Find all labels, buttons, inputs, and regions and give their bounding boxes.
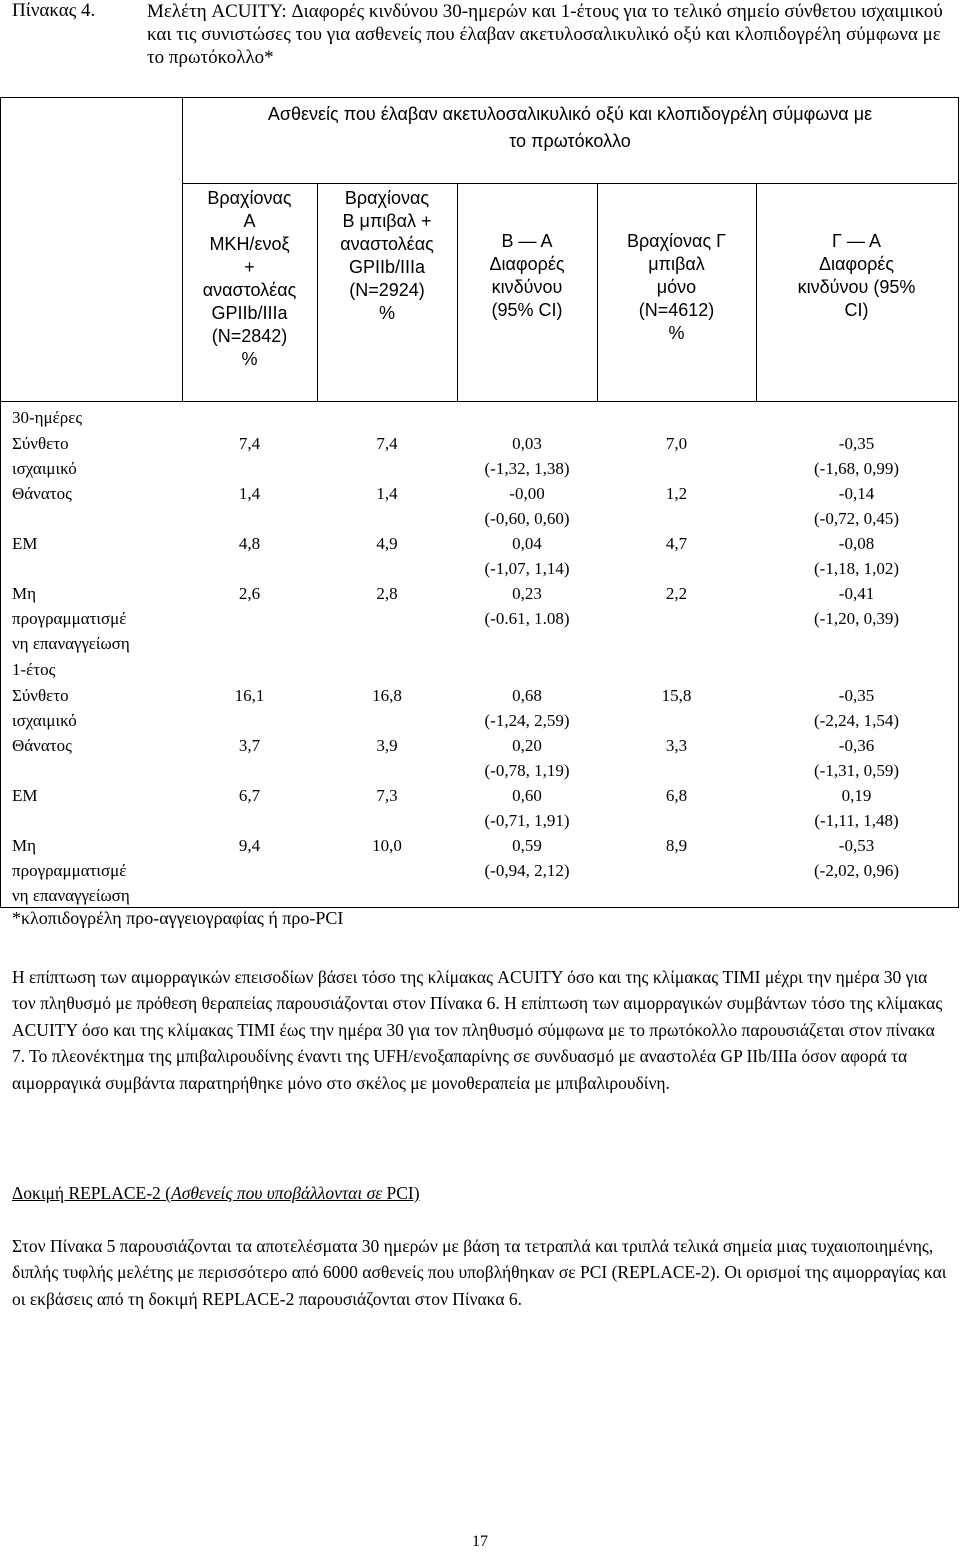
cell-arm-b: 1,4 bbox=[376, 484, 398, 503]
cell-arm-a: 1,4 bbox=[238, 484, 261, 503]
cell-b-minus-a: 0,60 (-0,71, 1,91) bbox=[484, 786, 570, 830]
table-caption-label: Πίνακας 4. bbox=[12, 0, 96, 21]
cell-arm-a: 2,6 bbox=[238, 584, 261, 603]
cell-arm-b: 7,3 bbox=[376, 786, 398, 805]
section-1-year: 1-έτος bbox=[12, 660, 56, 679]
cell-c-minus-a: -0,08 (-1,18, 1,02) bbox=[814, 534, 899, 578]
cell-c-minus-a: -0,41 (-1,20, 0,39) bbox=[814, 584, 899, 628]
cell-arm-a: 7,4 bbox=[238, 434, 261, 453]
cell-b-minus-a: 0,23 (-0.61, 1.08) bbox=[484, 584, 570, 628]
cell-arm-b: 2,8 bbox=[376, 584, 398, 603]
row-label: ΕΜ bbox=[12, 534, 38, 553]
cell-arm-a: 16,1 bbox=[234, 686, 265, 705]
cell-b-minus-a: 0,03 (-1,32, 1,38) bbox=[484, 434, 570, 478]
cell-c-minus-a: -0,53 (-2,02, 0,96) bbox=[814, 836, 899, 880]
cell-arm-a: 9,4 bbox=[238, 836, 261, 855]
cell-arm-a: 6,7 bbox=[238, 786, 261, 805]
cell-c-minus-a: -0,36 (-1,31, 0,59) bbox=[814, 736, 899, 780]
column-header-arm-c: Βραχίονας Γ μπιβαλ μόνο (N=4612) % bbox=[626, 231, 727, 343]
page-number: 17 bbox=[472, 1533, 488, 1550]
row-label: Σύνθετο ισχαιμικό bbox=[12, 434, 77, 478]
section-heading-replace-2: Δοκιμή REPLACE-2 (Ασθενείς που υποβάλλονται σε PCI) bbox=[12, 1183, 420, 1203]
cell-c-minus-a: -0,35 (-1,68, 0,99) bbox=[814, 434, 899, 478]
column-header-c-minus-a: Γ — Α Διαφορές κινδύνου (95% CI) bbox=[797, 231, 916, 320]
spanning-header-line2: το πρωτόκολλο bbox=[509, 131, 631, 151]
column-header-arm-a: Βραχίονας Α ΜΚΗ/ενοξ + αναστολέας GPIIb/IIIa (N=2842) % bbox=[202, 188, 297, 369]
cell-b-minus-a: 0,59 (-0,94, 2,12) bbox=[484, 836, 570, 880]
cell-b-minus-a: -0,00 (-0,60, 0,60) bbox=[484, 484, 570, 528]
cell-arm-c: 2,2 bbox=[665, 584, 688, 603]
paragraph-bleeding-incidence: Η επίπτωση των αιμορραγικών επεισοδίων βάσει τόσο της κλίμακας ACUITY όσο και της κλίμακας TIMI μέχρι την ημέρα 30 για τον πληθυσμό με πρόθεση θεραπείας παρουσιάζονται στον Πίνακα 6. Η επίπτωση των αιμορραγικών συμβάντων τόσο της κλίμακας ACUITY όσο και της κλίμακας TIMI έως την ημέρα 30 για τον πληθυσμό σύμφωνα με το πρωτόκολλο παρουσιάζεται στον πίνακα 7. Το πλεονέκτημα της μπιβαλιρουδίνης έναντι της UFH/ενοξαπαρίνης σε συνδυασμό με αναστολέα GP IIb/IIIa όσον αφορά τα αιμορραγικά συμβάντα παρατηρήθηκε μόνο στο σκέλος με μονοθεραπεία με μπιβαλιρουδίνη. bbox=[12, 967, 943, 1093]
cell-c-minus-a: 0,19 (-1,11, 1,48) bbox=[814, 786, 899, 830]
cell-arm-a: 3,7 bbox=[238, 736, 261, 755]
cell-arm-c: 6,8 bbox=[665, 786, 688, 805]
cell-arm-b: 4,9 bbox=[376, 534, 398, 553]
column-header-arm-b: Βραχίονας Β μπιβαλ + αναστολέας GPIIb/IIIa (N=2924) % bbox=[340, 188, 434, 323]
table-caption-text: Μελέτη ACUITY: Διαφορές κινδύνου 30-ημερών και 1-έτους για το τελικό σημείο σύνθετου ισχαιμικού και τις συνιστώσες του για ασθενείς που έλαβαν ακετυλοσαλικυλικό οξύ και κλοπιδογρέλη σύμφωνα με το πρωτόκολλο* bbox=[147, 1, 943, 68]
cell-arm-b: 7,4 bbox=[376, 434, 398, 453]
cell-arm-a: 4,8 bbox=[238, 534, 261, 553]
row-label: Σύνθετο ισχαιμικό bbox=[12, 686, 77, 730]
row-label: Θάνατος bbox=[12, 484, 72, 503]
cell-arm-c: 3,3 bbox=[665, 736, 688, 755]
cell-b-minus-a: 0,04 (-1,07, 1,14) bbox=[484, 534, 570, 578]
table-spanning-header bbox=[183, 101, 957, 155]
cell-arm-b: 10,0 bbox=[372, 836, 402, 855]
row-label: Μη προγραμματισμέ νη επαναγγείωση bbox=[12, 584, 130, 653]
paragraph-replace-2-results: Στον Πίνακα 5 παρουσιάζονται τα αποτελέσματα 30 ημερών με βάση τα τετραπλά και τριπλά τελικά σημεία μιας τυχαιοποιημένης, διπλής τυφλής μελέτης με περισσότερο από 6000 ασθενείς που υποβλήθηκαν σε PCI (REPLACE-2). Οι ορισμοί της αιμορραγίας και οι εκβάσεις από τη δοκιμή REPLACE-2 παρουσιάζονται στον Πίνακα 6. bbox=[12, 1236, 947, 1309]
cell-arm-c: 15,8 bbox=[661, 686, 692, 705]
cell-arm-b: 3,9 bbox=[376, 736, 398, 755]
column-header-b-minus-a: Β — Α Διαφορές κινδύνου (95% CI) bbox=[489, 231, 565, 320]
cell-b-minus-a: 0,68 (-1,24, 2,59) bbox=[484, 686, 570, 730]
spanning-header-line1: Ασθενείς που έλαβαν ακετυλοσαλικυλικό οξύ και κλοπιδογρέλη σύμφωνα με bbox=[267, 104, 873, 124]
cell-arm-b: 16,8 bbox=[372, 686, 402, 705]
cell-arm-c: 8,9 bbox=[665, 836, 688, 855]
cell-c-minus-a: -0,35 (-2,24, 1,54) bbox=[814, 686, 899, 730]
row-label: ΕΜ bbox=[12, 786, 38, 805]
cell-c-minus-a: -0,14 (-0,72, 0,45) bbox=[814, 484, 899, 528]
cell-b-minus-a: 0,20 (-0,78, 1,19) bbox=[484, 736, 570, 780]
section-30-days: 30-ημέρες bbox=[12, 408, 83, 427]
row-label: Θάνατος bbox=[12, 736, 72, 755]
row-label: Μη προγραμματισμέ νη επαναγγείωση bbox=[12, 836, 130, 905]
cell-arm-c: 7,0 bbox=[665, 434, 688, 453]
cell-arm-c: 1,2 bbox=[665, 484, 688, 503]
cell-arm-c: 4,7 bbox=[665, 534, 688, 553]
table-footnote: *κλοπιδογρέλη προ-αγγειογραφίας ή προ-PCI bbox=[12, 908, 344, 928]
